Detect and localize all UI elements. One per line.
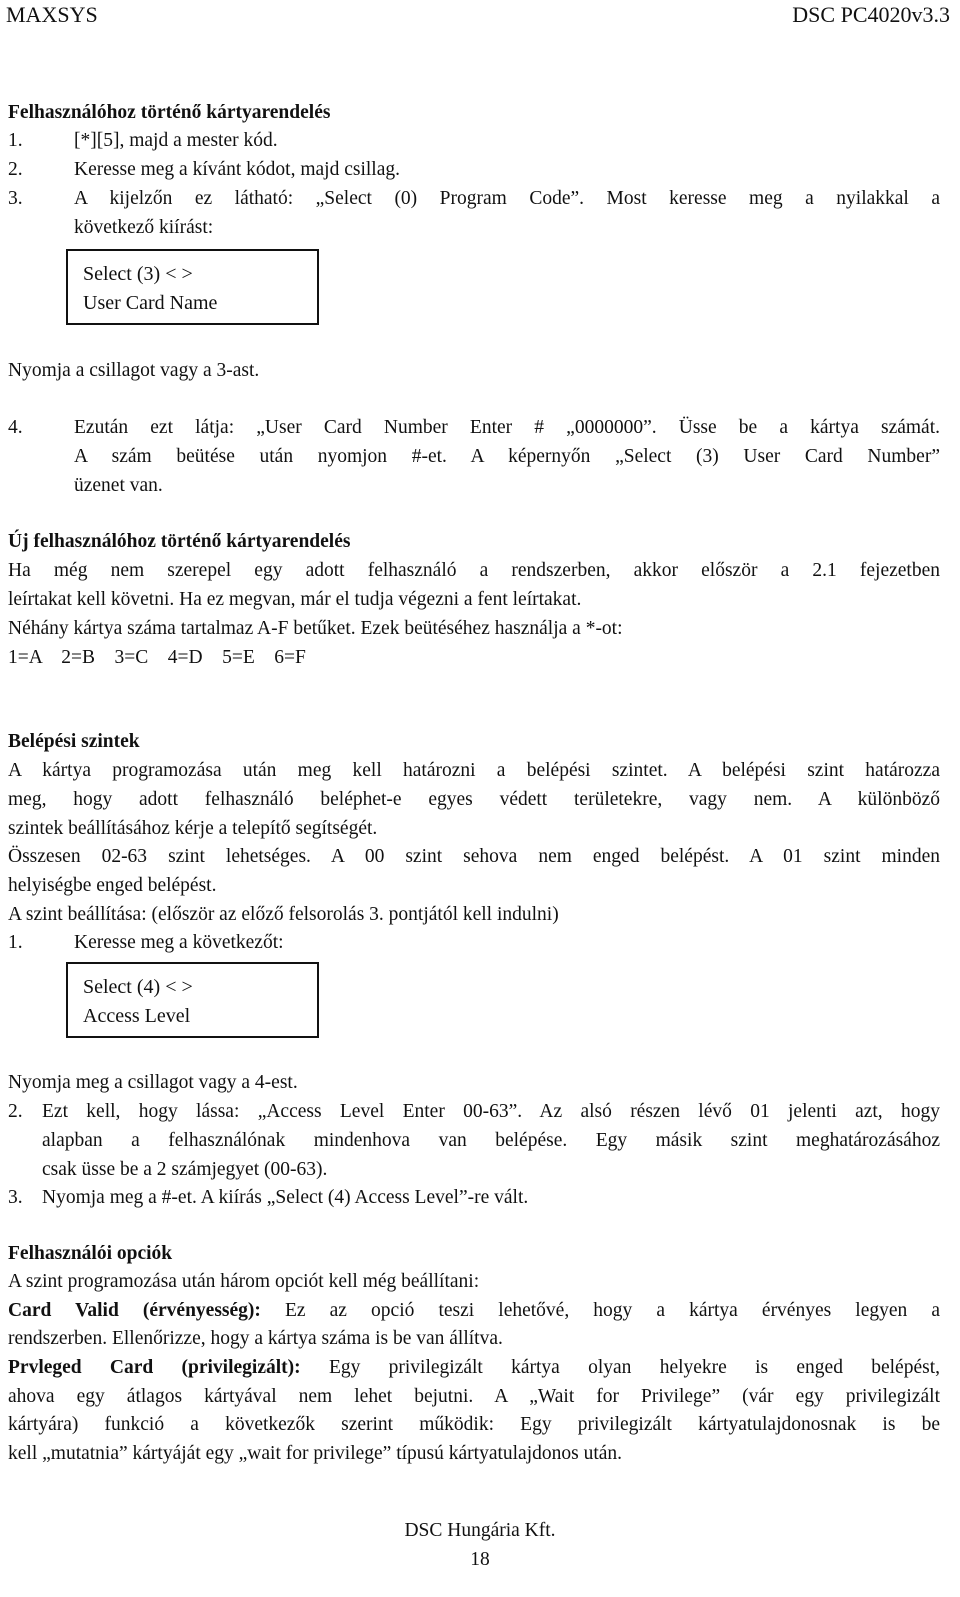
section-title: Felhasználóhoz történő kártyarendelés — [8, 102, 331, 123]
paragraph-text: A szint beállítása: (először az előző felsorolás 3. pontjától kell indulni) — [8, 904, 559, 925]
section-title: Új felhasználóhoz történő kártyarendelés — [8, 531, 351, 552]
list-number: 1. — [8, 130, 23, 151]
header-right: DSC PC4020v3.3 — [792, 2, 950, 27]
paragraph-text — [8, 1358, 940, 1378]
list-text: Ezt kell, hogy lássa: „Access Level Enter 00-63”. Az alsó részen lévő 01 jelenti azt, hogy — [42, 1101, 940, 1122]
list-number: 2. — [8, 1101, 23, 1122]
header-left: MAXSYS — [6, 2, 98, 27]
section-title: Felhasználói opciók — [8, 1243, 173, 1264]
list-text: üzenet van. — [74, 475, 163, 496]
section-title: Belépési szintek — [8, 731, 140, 752]
option-text: Ez az opció teszi lehetővé, hogy a kártya érvényes legyen a — [285, 1300, 941, 1321]
list-text: A szám beütése után nyomjon #-et. A képernyőn „Select (3) User Card Number” — [74, 446, 940, 467]
paragraph-text — [8, 1301, 940, 1321]
paragraph-text: Nyomja meg a csillagot vagy a 4-est. — [8, 1072, 298, 1093]
list-text: alapban a felhasználónak mindenhova van belépése. Egy másik szint meghatározásához — [42, 1130, 940, 1151]
list-number: 4. — [8, 417, 23, 438]
lcd-display-box — [66, 962, 319, 1038]
option-label: Card Valid (érvényesség): — [8, 1300, 261, 1321]
paragraph-text: helyiségbe enged belépést. — [8, 875, 217, 896]
option-text: Egy privilegizált kártya olyan helyekre is enged belépést, — [328, 1357, 940, 1378]
list-text: Nyomja meg a #-et. A kiírás „Select (4) Access Level”-re vált. — [42, 1187, 529, 1208]
footer-company: DSC Hungária Kft. — [404, 1520, 556, 1541]
paragraph-text: A szint programozása után három opciót kell még beállítani: — [8, 1271, 480, 1292]
list-text: Keresse meg a következőt: — [74, 932, 284, 953]
paragraph-text: meg, hogy adott felhasználó beléphet-e egyes védett területekre, vagy nem. A különböző — [8, 789, 940, 810]
paragraph-text: Ha még nem szerepel egy adott felhasználó a rendszerben, akkor először a 2.1 fejezetben — [8, 560, 940, 581]
paragraph-text: Összesen 02-63 szint lehetséges. A 00 szint sehova nem enged belépést. A 01 szint minden — [8, 846, 940, 867]
list-number: 3. — [8, 1187, 23, 1208]
lcd-display-box — [66, 249, 319, 325]
paragraph-text: Néhány kártya száma tartalmaz A-F betűket. Ezek beütéséhez használja a *-ot: — [8, 618, 623, 639]
list-number: 2. — [8, 159, 23, 180]
hex-mapping-text: 1=A 2=B 3=C 4=D 5=E 6=F — [8, 647, 306, 668]
list-text: [*][5], majd a mester kód. — [74, 130, 278, 151]
list-text: A kijelzőn ez látható: „Select (0) Program Code”. Most keresse meg a nyilakkal a — [74, 188, 940, 209]
list-text: Ezután ezt látja: „User Card Number Enter # „0000000”. Üsse be a kártya számát. — [74, 417, 940, 438]
list-text: csak üsse be a 2 számjegyet (00-63). — [42, 1159, 328, 1180]
list-number: 3. — [8, 188, 23, 209]
lcd-line: Select (3) < > — [83, 263, 193, 285]
lcd-line: Access Level — [83, 1005, 191, 1027]
paragraph-text: ahova egy átlagos kártyával nem lehet bejutni. A „Wait for Privilege” (vár egy privilegizált — [8, 1386, 940, 1407]
list-text: Keresse meg a kívánt kódot, majd csillag. — [74, 159, 400, 180]
paragraph-text: A kártya programozása után meg kell határozni a belépési szintet. A belépési szint határozza — [8, 760, 940, 781]
list-item — [8, 933, 284, 953]
paragraph-text: rendszerben. Ellenőrizze, hogy a kártya száma is be van állítva. — [8, 1328, 503, 1349]
lcd-line: Select (4) < > — [83, 976, 193, 998]
paragraph-text: kártyára) funkció a következők szerint működik: Egy privilegizált kártyatulajdonosnak is be — [8, 1414, 940, 1435]
paragraph-text: Nyomja a csillagot vagy a 3-ast. — [8, 360, 260, 381]
list-number: 1. — [8, 932, 23, 953]
list-item — [8, 1188, 528, 1208]
option-label: Prvleged Card (privilegizált): — [8, 1357, 301, 1378]
paragraph-text: leírtakat kell követni. Ha ez megvan, már el tudja végezni a fent leírtakat. — [8, 589, 582, 610]
paragraph-text: szintek beállításához kérje a telepítő segítségét. — [8, 818, 378, 839]
lcd-line: User Card Name — [83, 292, 218, 314]
paragraph-text: kell „mutatnia” kártyáját egy „wait for privilege” típusú kártyatulajdonos után. — [8, 1443, 623, 1464]
list-item — [8, 131, 278, 151]
page-number: 18 — [470, 1549, 490, 1570]
list-item — [8, 160, 400, 180]
list-text: következő kiírást: — [74, 217, 214, 238]
